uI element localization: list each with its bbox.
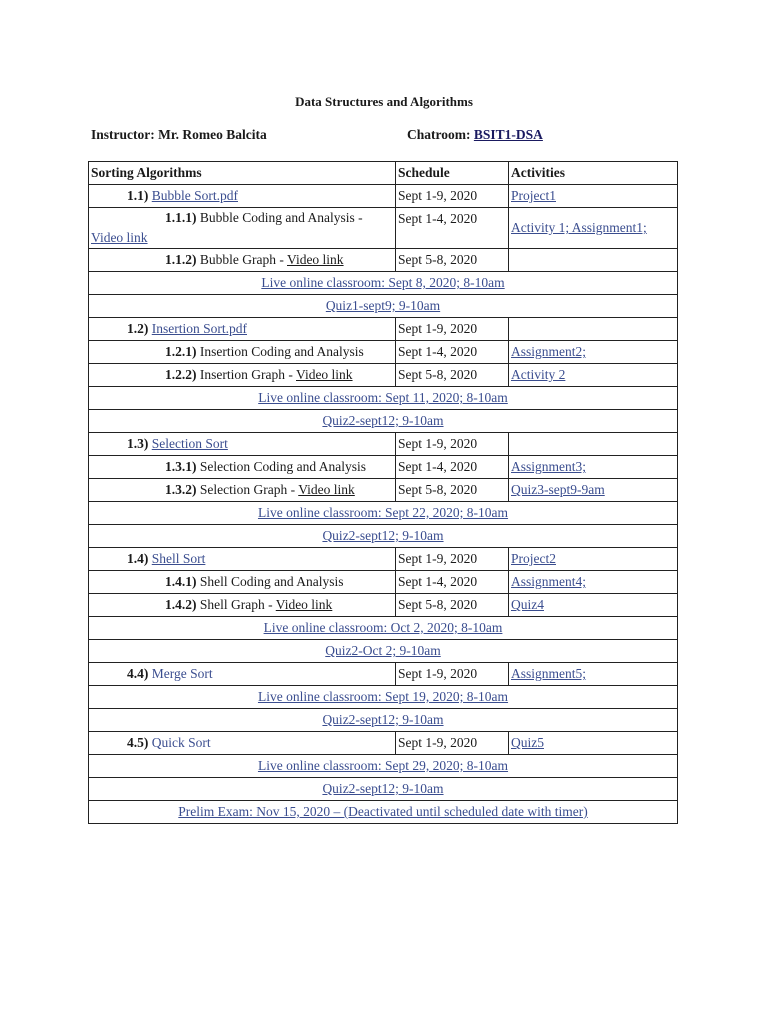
instructor-name: Mr. Romeo Balcita — [158, 127, 267, 142]
live-classroom-link[interactable]: Live online classroom: Sept 19, 2020; 8-10am — [257, 689, 509, 704]
schedule-cell: Sept 1-9, 2020 — [396, 663, 509, 686]
table-row — [89, 525, 678, 548]
bubble-graph-video-link[interactable]: Video link — [287, 252, 344, 267]
item-text: Bubble Coding and Analysis - — [199, 210, 363, 225]
prelim-exam-link[interactable]: Prelim Exam: Nov 15, 2020 – (Deactivated until scheduled date with timer) — [178, 804, 588, 819]
schedule-cell: Sept 1-4, 2020 — [396, 456, 509, 479]
quiz-link[interactable]: Quiz2-sept12; 9-10am — [322, 413, 444, 428]
schedule-cell: Sept 5-8, 2020 — [396, 594, 509, 617]
table-row — [89, 318, 678, 341]
table-row — [89, 755, 678, 778]
project1-link[interactable]: Project1 — [511, 188, 556, 203]
table-row — [89, 456, 678, 479]
header-activities: Activities — [509, 162, 678, 185]
item-number: 4.4) — [127, 666, 149, 681]
live-classroom-link[interactable]: Live online classroom: Sept 22, 2020; 8-10am — [257, 505, 509, 520]
item-number: 1.1.2) — [165, 252, 197, 267]
project2-link[interactable]: Project2 — [511, 551, 556, 566]
quick-sort-text: Quick Sort — [151, 735, 211, 750]
table-row — [89, 364, 678, 387]
item-text: Selection Coding and Analysis — [199, 459, 366, 474]
schedule-cell: Sept 1-9, 2020 — [396, 318, 509, 341]
merge-sort-text: Merge Sort — [151, 666, 213, 681]
item-number: 1.3.2) — [165, 482, 197, 497]
item-number: 1.1.1) — [165, 210, 197, 225]
quiz-link[interactable]: Quiz2-sept12; 9-10am — [322, 712, 444, 727]
selection-graph-video-link[interactable]: Video link — [298, 482, 355, 497]
quiz4-link[interactable]: Quiz4 — [511, 597, 544, 612]
item-number: 1.4) — [127, 551, 149, 566]
table-row — [89, 617, 678, 640]
table-header-row — [89, 162, 678, 185]
item-text: Bubble Graph - — [199, 252, 284, 267]
item-number: 1.3) — [127, 436, 149, 451]
assignment2-link[interactable]: Assignment2; — [511, 344, 587, 359]
schedule-table — [88, 161, 678, 824]
selection-sort-link[interactable]: Selection Sort — [151, 436, 228, 451]
table-row — [89, 272, 678, 295]
header-sorting-algorithms: Sorting Algorithms — [89, 162, 396, 185]
document-title: Data Structures and Algorithms — [295, 94, 473, 109]
schedule-cell: Sept 1-4, 2020 — [396, 341, 509, 364]
assignment4-link[interactable]: Assignment4; — [511, 574, 587, 589]
item-number: 4.5) — [127, 735, 149, 750]
schedule-cell: Sept 1-9, 2020 — [396, 548, 509, 571]
table-row — [89, 208, 678, 249]
item-text: Shell Coding and Analysis — [199, 574, 344, 589]
table-row — [89, 249, 678, 272]
insertion-graph-video-link[interactable]: Video link — [296, 367, 353, 382]
assignment5-link[interactable]: Assignment5; — [511, 666, 587, 681]
table-row — [89, 709, 678, 732]
table-row — [89, 295, 678, 318]
bubble-sort-pdf-link[interactable]: Bubble Sort.pdf — [151, 188, 238, 203]
schedule-cell: Sept 1-9, 2020 — [396, 433, 509, 456]
table-row — [89, 502, 678, 525]
schedule-cell: Sept 5-8, 2020 — [396, 364, 509, 387]
table-row — [89, 341, 678, 364]
empty-cell — [509, 249, 678, 272]
table-row — [89, 663, 678, 686]
quiz-link[interactable]: Quiz2-Oct 2; 9-10am — [325, 643, 441, 658]
schedule-cell: Sept 1-4, 2020 — [396, 208, 509, 249]
live-classroom-link[interactable]: Live online classroom: Sept 11, 2020; 8-10am — [258, 390, 508, 405]
quiz-link[interactable]: Quiz2-sept12; 9-10am — [322, 528, 444, 543]
quiz3-link[interactable]: Quiz3-sept9-9am — [511, 482, 605, 497]
empty-cell — [509, 433, 678, 456]
table-row — [89, 801, 678, 824]
live-classroom-link[interactable]: Live online classroom: Oct 2, 2020; 8-10am — [263, 620, 503, 635]
quiz-link[interactable]: Quiz2-sept12; 9-10am — [322, 781, 444, 796]
item-text: Selection Graph - — [199, 482, 296, 497]
schedule-cell: Sept 1-4, 2020 — [396, 571, 509, 594]
table-row — [89, 410, 678, 433]
insertion-sort-pdf-link[interactable]: Insertion Sort.pdf — [151, 321, 247, 336]
item-text: Insertion Graph - — [199, 367, 293, 382]
bubble-coding-video-link[interactable]: Video link — [91, 230, 148, 245]
quiz-link[interactable]: Quiz1-sept9; 9-10am — [325, 298, 441, 313]
table-row — [89, 732, 678, 755]
activity1-assignment1-link[interactable]: Activity 1; Assignment1; — [511, 220, 647, 235]
activity2-link[interactable]: Activity 2 — [511, 367, 566, 382]
assignment3-link[interactable]: Assignment3; — [511, 459, 587, 474]
item-number: 1.3.1) — [165, 459, 197, 474]
table-row — [89, 686, 678, 709]
chatroom-link[interactable]: BSIT1-DSA — [473, 127, 543, 142]
item-text: Shell Graph - — [199, 597, 273, 612]
quiz5-link[interactable]: Quiz5 — [511, 735, 544, 750]
table-row — [89, 387, 678, 410]
table-row — [89, 594, 678, 617]
live-classroom-link[interactable]: Live online classroom: Sept 29, 2020; 8-10am — [257, 758, 509, 773]
item-number: 1.2.2) — [165, 367, 197, 382]
table-row — [89, 433, 678, 456]
schedule-cell: Sept 1-9, 2020 — [396, 732, 509, 755]
table-row — [89, 479, 678, 502]
table-row — [89, 640, 678, 663]
table-row — [89, 548, 678, 571]
chatroom-label: Chatroom: — [407, 127, 471, 142]
table-row — [89, 571, 678, 594]
shell-sort-link[interactable]: Shell Sort — [151, 551, 206, 566]
empty-cell — [509, 318, 678, 341]
item-number: 1.4.1) — [165, 574, 197, 589]
live-classroom-link[interactable]: Live online classroom: Sept 8, 2020; 8-10am — [261, 275, 505, 290]
schedule-cell: Sept 5-8, 2020 — [396, 249, 509, 272]
instructor-line — [91, 127, 267, 143]
schedule-cell: Sept 5-8, 2020 — [396, 479, 509, 502]
item-number: 1.2.1) — [165, 344, 197, 359]
header-schedule: Schedule — [396, 162, 509, 185]
table-row — [89, 185, 678, 208]
instructor-label: Instructor: — [91, 127, 155, 142]
item-number: 1.1) — [127, 188, 149, 203]
shell-graph-video-link[interactable]: Video link — [275, 597, 333, 612]
item-number: 1.2) — [127, 321, 149, 336]
item-text: Insertion Coding and Analysis — [199, 344, 364, 359]
chatroom-line — [407, 127, 543, 143]
table-row — [89, 778, 678, 801]
item-number: 1.4.2) — [165, 597, 197, 612]
schedule-cell: Sept 1-9, 2020 — [396, 185, 509, 208]
